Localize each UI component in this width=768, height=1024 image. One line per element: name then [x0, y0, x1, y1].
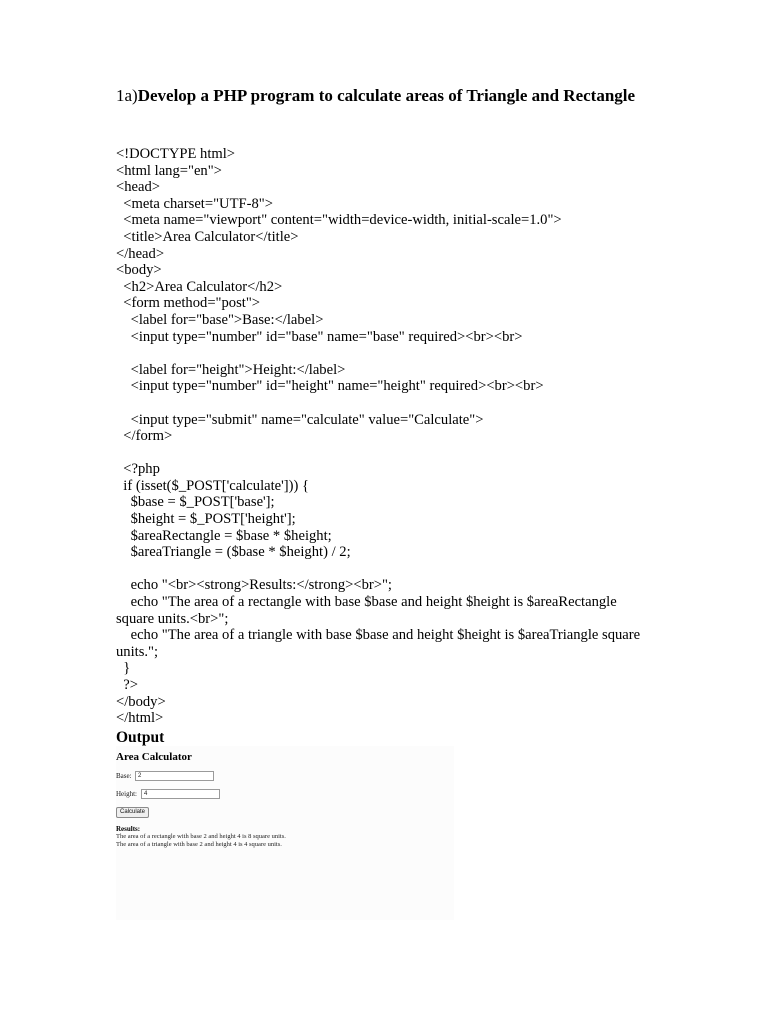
rectangle-result: The area of a rectangle with base 2 and height 4 is 8 square units. [116, 833, 286, 840]
question-title: Develop a PHP program to calculate areas of Triangle and Rectangle [137, 86, 636, 105]
question-heading [116, 86, 636, 106]
php-source-code: <!DOCTYPE html> <html lang="en"> <head> <meta charset="UTF-8"> <meta name="viewport" content="width=device-width, initial-scale=1.0"> <title>Area Calculator</title> </head> <body> <h2>Area Calculator</h2> <form method="post"> <label for="base">Base:</label> <input type="number" id="base" name="base" required><br><br> <label for="height">Height:</label> <input type="number" id="height" name="height" required><br><br> <input type="submit" name="calculate" value="Calculate"> </form> <?php if (isset($_POST['calculate'])) { $base = $_POST['base']; $height = $_POST['height']; $areaRectangle = $base * $height; $areaTriangle = ($base * $height) / 2; echo "<br><strong>Results:</strong><br>"; echo "The area of a rectangle with base $base and height $height is $areaRectangle square units.<br>"; echo "The area of a triangle with base $base and height $height is $areaTriangle square units."; } ?> </body> </html> [116, 146, 641, 727]
output-page-title: Area Calculator [116, 751, 192, 763]
question-number: 1a) [116, 86, 138, 105]
base-label: Base: [116, 772, 132, 780]
output-screenshot [116, 746, 454, 920]
triangle-result: The area of a triangle with base 2 and height 4 is 4 square units. [116, 841, 282, 848]
calculate-button[interactable]: Calculate [116, 807, 149, 818]
base-input[interactable]: 2 [135, 771, 214, 781]
output-label: Output [116, 729, 165, 746]
height-label: Height: [116, 790, 137, 798]
results-heading: Results: [116, 825, 141, 833]
height-input[interactable]: 4 [141, 789, 220, 799]
